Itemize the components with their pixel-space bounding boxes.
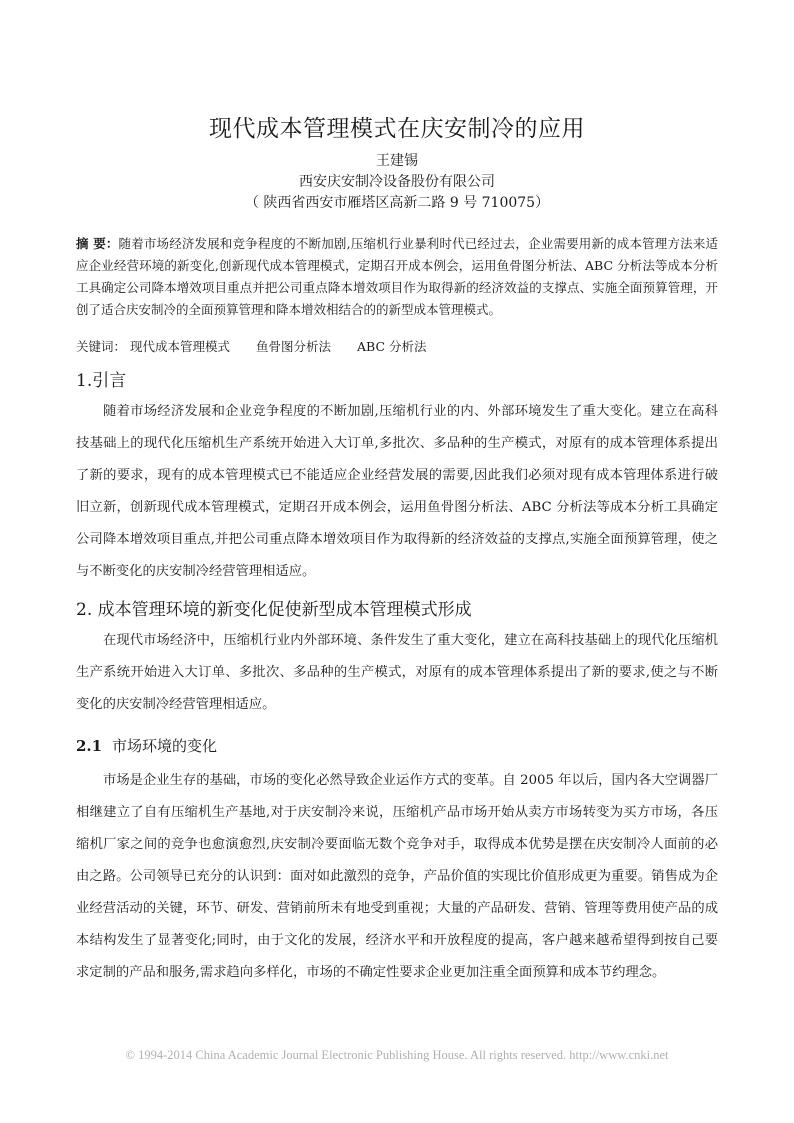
keyword-item: 鱼骨图分析法 xyxy=(256,339,332,354)
keyword-item: 现代成本管理模式 xyxy=(130,339,231,354)
abstract xyxy=(76,233,718,321)
copyright-footer: © 1994-2014 China Academic Journal Electronic Publishing House. All rights reserved. http://www.cnki.net xyxy=(125,1048,669,1062)
author-name: 王建锡 xyxy=(376,153,418,169)
section-paragraph-2-1: 市场是企业生存的基础，市场的变化必然导致企业运作方式的变革。自 2005 年以后，国内各大空调器厂相继建立了自有压缩机生产基地,对于庆安制冷来说，压缩机产品市场开始从卖方市场转变为买方市场，各压缩机厂家之间的竞争也愈演愈烈,庆安制冷要面临无数个竞争对手，取得成本优势是摆在庆安制冷人面前的必由之路。公司领导已充分的认识到：面对如此激烈的竞争，产品价值的实现比价值形成更为重要。销售成为企业经营活动的关键，环节、研发、营销前所未有地受到重视；大量的产品研发、营销、管理等费用使产品的成本结构发生了显著变化;同时，由于文化的发展，经济水平和开放程度的提高，客户越来越希望得到按自己要求定制的产品和服务,需求趋向多样化，市场的不确定性要求企业更加注重全面预算和成本节约理念。 xyxy=(76,773,718,980)
author-affiliation: 西安庆安制冷设备股份有限公司 xyxy=(299,174,495,190)
section-heading-2: 2. 成本管理环境的新变化促使新型成本管理模式形成 xyxy=(76,600,472,620)
section-heading-intro: 1.引言 xyxy=(76,371,127,391)
abstract-label: 摘 要： xyxy=(76,236,119,251)
paper-title: 现代成本管理模式在庆安制冷的应用 xyxy=(209,116,585,142)
subsection-number: 2.1 xyxy=(76,737,103,755)
keywords-label: 关键词： xyxy=(76,339,127,354)
subsection-heading-2-1 xyxy=(76,735,217,756)
section-paragraph-2: 在现代市场经济中，压缩机行业内外部环境、条件发生了重大变化，建立在高科技基础上的现代化压缩机生产系统开始进入大订单、多批次、多品种的生产模式，对原有的成本管理体系提出了新的要求,使之与不断变化的庆安制冷经营管理相适应。 xyxy=(76,633,718,712)
subsection-title: 市场环境的变化 xyxy=(112,737,218,755)
section-paragraph-intro: 随着市场经济发展和企业竞争程度的不断加剧,压缩机行业的内、外部环境发生了重大变化。建立在高科技基础上的现代化压缩机生产系统开始进入大订单,多批次、多品种的生产模式，对原有的成本管理体系提出了新的要求，现有的成本管理模式已不能适应企业经营发展的需要,因此我们必须对现有成本管理体系进行破旧立新，创新现代成本管理模式，定期召开成本例会，运用鱼骨图分析法、ABC 分析法等成本分析工具确定公司降本增效项目重点,并把公司重点降本增效项目作为取得新的经济效益的支撑点,实施全面预算管理，使之与不断变化的庆安制冷经营管理相适应。 xyxy=(76,404,718,579)
keyword-item: ABC 分析法 xyxy=(357,339,427,354)
abstract-text: 随着市场经济发展和竞争程度的不断加剧,压缩机行业暴利时代已经过去，企业需要用新的成本管理方法来适应企业经营环境的新变化,创新现代成本管理模式，定期召开成本例会，运用鱼骨图分析法、ABC 分析法等成本分析工具确定公司降本增效项目重点并把公司重点降本增效项目作为取得新的经济效益的支撑点、实施全面预算管理，开创了适合庆安制冷的全面预算管理和降本增效相结合的的新型成本管理模式。 xyxy=(76,236,718,317)
author-address: （ 陕西省西安市雁塔区高新二路 9 号 710075） xyxy=(244,195,550,211)
keywords xyxy=(76,336,718,358)
